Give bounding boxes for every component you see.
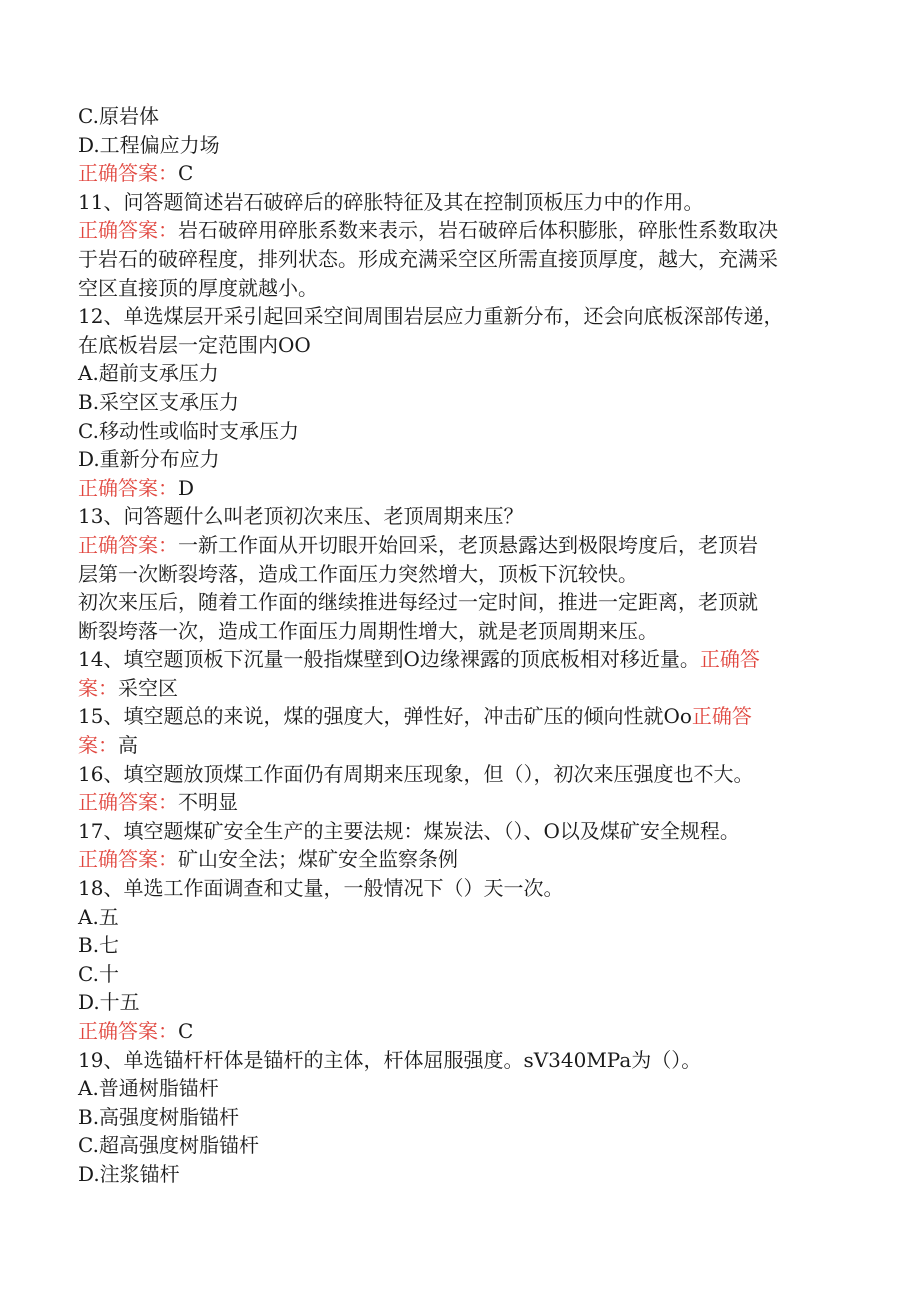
- document-body: [78, 102, 848, 1189]
- text-line: B.高强度树脂锚杆: [78, 1104, 240, 1129]
- answer-label: 正确答案：: [78, 475, 178, 500]
- text-line: C.移动性或临时支承压力: [78, 418, 299, 443]
- text-line: 于岩石的破碎程度，排列状态。形成充满采空区所需直接顶厚度，越大，充满采: [78, 246, 778, 271]
- text-line: B.采空区支承压力: [78, 389, 240, 414]
- text-line: A.普通树脂锚杆: [78, 1076, 219, 1101]
- text-line: 17、填空题煤矿安全生产的主要法规：煤炭法、（）、O以及煤矿安全规程。: [78, 818, 740, 843]
- answer-label: 案：: [78, 675, 118, 700]
- text-line: D.工程偏应力场: [78, 132, 220, 157]
- answer-label: 正确答: [699, 647, 760, 672]
- answer-label: 案：: [78, 733, 118, 758]
- answer-label: 正确答案：: [78, 1019, 178, 1043]
- answer-label: 正确答: [691, 704, 752, 729]
- answer-line: [78, 531, 848, 560]
- text-line: C.原岩体: [78, 104, 159, 128]
- text-line: A.超前支承压力: [78, 361, 219, 386]
- text-line: A.五: [78, 904, 119, 929]
- answer-line: [78, 731, 848, 760]
- text-line: B.七: [78, 933, 120, 958]
- text-line: 13、问答题什么叫老顶初次来压、老顶周期来压？: [78, 504, 524, 529]
- text-line: D.注浆锚杆: [78, 1161, 180, 1186]
- answer-label: 正确答案：: [78, 218, 178, 243]
- text-line: 12、单选煤层开采引起回采空间周围岩层应力重新分布，还会向底板深部传递，: [78, 304, 784, 329]
- answer-line: [78, 474, 848, 503]
- text-line: 空区直接顶的厚度就越小。: [78, 275, 318, 300]
- question-text: 14、填空题顶板下沉量一般指煤壁到O边缘裸露的顶底板相对移近量。: [78, 647, 700, 672]
- text-line: C.十: [78, 961, 119, 986]
- text-line: 在底板岩层一定范围内OO: [78, 332, 311, 357]
- text-line: D.十五: [78, 990, 140, 1015]
- answer-text: 高: [118, 733, 138, 758]
- text-line: 层第一次断裂垮落，造成工作面压力突然增大，顶板下沉较快。: [78, 561, 638, 586]
- text-line: 16、填空题放顶煤工作面仍有周期来压现象，但（），初次来压强度也不大。: [78, 761, 754, 786]
- answer-text: 不明显: [178, 790, 238, 815]
- answer-label: 正确答案：: [78, 532, 178, 557]
- question-line: [78, 702, 848, 731]
- text-line: 初次来压后，随着工作面的继续推进每经过一定时间，推进一定距离，老顶就: [78, 590, 758, 615]
- answer-text: 采空区: [118, 675, 178, 700]
- answer-text: D: [178, 475, 195, 500]
- answer-label: 正确答案：: [78, 790, 178, 815]
- answer-text: 岩石破碎用碎胀系数来表示，岩石破碎后体积膨胀，碎胀性系数取决: [178, 218, 778, 243]
- text-line: 19、单选锚杆杆体是锚杆的主体，杆体屈服强度。sV340MPa为（）。: [78, 1047, 702, 1072]
- answer-line: [78, 674, 848, 703]
- text-line: C.超高强度树脂锚杆: [78, 1133, 259, 1158]
- answer-line: [78, 845, 848, 874]
- answer-line: [78, 216, 848, 245]
- answer-line: [78, 1017, 848, 1046]
- answer-text: C: [178, 161, 194, 186]
- answer-text: C: [178, 1019, 194, 1043]
- answer-label: 正确答案：: [78, 847, 178, 872]
- answer-text: 一新工作面从开切眼开始回采，老顶悬露达到极限垮度后，老顶岩: [178, 532, 758, 557]
- text-line: 断裂垮落一次，造成工作面压力周期性增大，就是老顶周期来压。: [78, 618, 658, 643]
- answer-line: [78, 159, 848, 188]
- text-line: 18、单选工作面调查和丈量，一般情况下（）天一次。: [78, 876, 564, 901]
- answer-line: [78, 788, 848, 817]
- answer-text: 矿山安全法；煤矿安全监察条例: [178, 847, 458, 872]
- text-line: 11、问答题简述岩石破碎后的碎胀特征及其在控制顶板压力中的作用。: [78, 189, 704, 214]
- question-text: 15、填空题总的来说，煤的强度大，弹性好，冲击矿压的倾向性就Oo: [78, 704, 692, 729]
- answer-label: 正确答案：: [78, 161, 178, 186]
- question-line: [78, 645, 848, 674]
- text-line: D.重新分布应力: [78, 447, 220, 472]
